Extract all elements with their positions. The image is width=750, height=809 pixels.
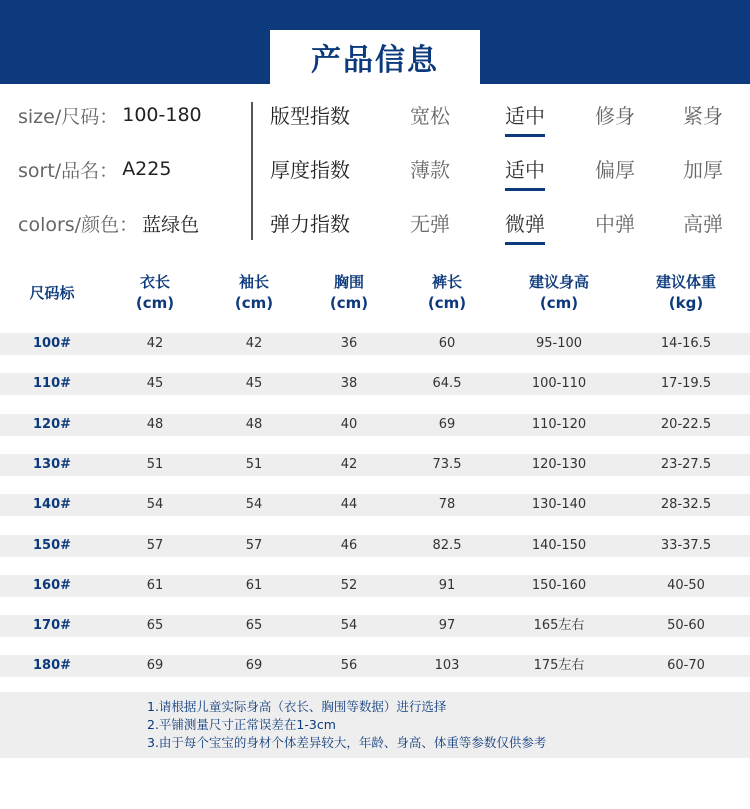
table-cell: 60-70: [667, 658, 705, 674]
table-cell: 73.5: [432, 456, 462, 472]
table-cell: 42: [245, 336, 263, 351]
table-cell: 64.5: [432, 376, 462, 392]
index-option-selected: 微弹: [505, 207, 545, 241]
column-header-unit: (cm): [135, 294, 175, 312]
table-cell: 60: [438, 336, 456, 351]
vertical-divider: [251, 102, 253, 240]
table-cell: 28-32.5: [660, 497, 712, 513]
table-row: [0, 373, 750, 395]
column-header-title: 建议体重: [655, 273, 716, 291]
sort-value: A225: [122, 158, 172, 180]
table-cell: 46: [340, 537, 358, 553]
table-cell: 52: [340, 577, 358, 593]
index-name: 弹力指数: [270, 212, 350, 236]
size-label: size/尺码：: [18, 105, 119, 128]
column-header-unit: (cm): [329, 294, 369, 312]
column-header: [0, 283, 107, 304]
table-cell: 17-19.5: [660, 376, 712, 392]
column-header: [294, 272, 404, 314]
table-cell: 69: [146, 658, 164, 674]
column-header-title: 胸围: [333, 273, 364, 291]
column-header-title: 袖长: [238, 273, 269, 291]
colors-row: [18, 208, 199, 238]
table-cell: 165左右: [533, 618, 585, 634]
table-cell: 61: [146, 577, 164, 593]
column-header-title: 建议身高: [528, 273, 589, 291]
product-info: [0, 84, 750, 254]
table-cell: 97: [438, 618, 456, 634]
table-cell: 130-140: [531, 497, 587, 513]
table-cell: 54: [340, 618, 358, 634]
index-option: 加厚: [683, 158, 723, 182]
table-cell: 69: [438, 416, 456, 432]
column-header: [392, 272, 502, 314]
table-cell: 40-50: [667, 577, 705, 593]
table-row: [0, 333, 750, 355]
size-cell: 100#: [32, 336, 72, 351]
table-cell: 100-110: [531, 376, 587, 392]
table-cell: 51: [245, 456, 263, 472]
index-option-selected: 适中: [505, 153, 545, 187]
index-row: [270, 153, 740, 187]
table-row: [0, 494, 750, 516]
size-cell: 130#: [32, 456, 72, 472]
size-cell: 120#: [32, 416, 72, 432]
column-header-title: 衣长: [139, 273, 170, 291]
table-cell: 44: [340, 497, 358, 513]
index-option: 薄款: [410, 158, 450, 182]
size-cell: 150#: [32, 537, 72, 553]
table-cell: 23-27.5: [660, 456, 712, 472]
index-name: 版型指数: [270, 104, 350, 128]
table-cell: 65: [245, 618, 263, 634]
table-cell: 95-100: [535, 336, 583, 351]
table-cell: 45: [245, 376, 263, 392]
table-cell: 69: [245, 658, 263, 674]
table-cell: 175左右: [533, 658, 585, 674]
table-cell: 33-37.5: [660, 537, 712, 553]
column-header: [100, 272, 210, 314]
note-2: 2.平铺测量尺寸正常误差在1-3cm: [147, 717, 336, 732]
table-cell: 120-130: [531, 456, 587, 472]
size-cell: 140#: [32, 497, 72, 513]
index-row: [270, 207, 740, 241]
table-cell: 150-160: [531, 577, 587, 593]
column-header-unit: (cm): [427, 294, 467, 312]
table-cell: 36: [340, 336, 358, 351]
table-row: [0, 575, 750, 597]
table-cell: 42: [146, 336, 164, 351]
index-option: 修身: [595, 104, 635, 128]
table-row: [0, 414, 750, 436]
table-cell: 51: [146, 456, 164, 472]
page-title: 产品信息: [311, 43, 439, 78]
index-name: 厚度指数: [270, 158, 350, 182]
column-header-title: 裤长: [431, 273, 462, 291]
table-cell: 14-16.5: [660, 336, 712, 351]
index-option: 偏厚: [595, 158, 635, 182]
table-cell: 140-150: [531, 537, 587, 553]
column-header-unit: (cm): [539, 294, 579, 312]
column-header: [199, 272, 309, 314]
table-cell: 57: [146, 537, 164, 553]
table-cell: 48: [245, 416, 263, 432]
table-cell: 20-22.5: [660, 416, 712, 432]
index-option: 无弹: [410, 212, 450, 236]
table-cell: 110-120: [531, 416, 587, 432]
table-cell: 50-60: [667, 618, 705, 634]
table-cell: 45: [146, 376, 164, 392]
note-3: 3.由于每个宝宝的身材个体差异较大，年龄、身高、体重等参数仅供参考: [147, 735, 547, 750]
table-row: [0, 454, 750, 476]
table-cell: 91: [438, 577, 456, 593]
index-option: 宽松: [410, 104, 450, 128]
table-cell: 103: [434, 658, 460, 674]
table-cell: 82.5: [432, 537, 462, 553]
table-cell: 54: [245, 497, 263, 513]
colors-value: 蓝绿色: [142, 213, 200, 236]
table-cell: 56: [340, 658, 358, 674]
sort-label: sort/品名：: [18, 159, 119, 182]
colors-label: colors/颜色：: [18, 213, 139, 236]
sort-row: [18, 154, 171, 184]
table-cell: 54: [146, 497, 164, 513]
table-row: [0, 535, 750, 557]
table-cell: 61: [245, 577, 263, 593]
table-row: [0, 655, 750, 677]
column-header: [504, 272, 614, 314]
index-option: 紧身: [683, 104, 723, 128]
notes-box: [0, 692, 750, 758]
index-option: 高弹: [683, 212, 723, 236]
column-header: [631, 272, 741, 314]
header-banner: [0, 0, 750, 84]
table-header: [0, 266, 750, 318]
table-cell: 42: [340, 456, 358, 472]
table-cell: 65: [146, 618, 164, 634]
column-header-title: 尺码标: [29, 284, 75, 302]
table-cell: 48: [146, 416, 164, 432]
table-cell: 38: [340, 376, 358, 392]
size-row: [18, 100, 202, 130]
table-cell: 40: [340, 416, 358, 432]
table-row: [0, 615, 750, 637]
size-cell: 180#: [32, 658, 72, 674]
column-header-unit: (kg): [668, 294, 704, 312]
table-cell: 57: [245, 537, 263, 553]
title-box: [270, 30, 480, 84]
column-header-unit: (cm): [234, 294, 274, 312]
size-value: 100-180: [122, 104, 202, 126]
index-option-selected: 适中: [505, 99, 545, 133]
index-row: [270, 99, 740, 133]
size-cell: 110#: [32, 376, 72, 392]
index-option: 中弹: [595, 212, 635, 236]
table-cell: 78: [438, 497, 456, 513]
size-cell: 160#: [32, 577, 72, 593]
note-1: 1.请根据儿童实际身高（衣长、胸围等数据）进行选择: [147, 699, 447, 714]
size-cell: 170#: [32, 618, 72, 634]
